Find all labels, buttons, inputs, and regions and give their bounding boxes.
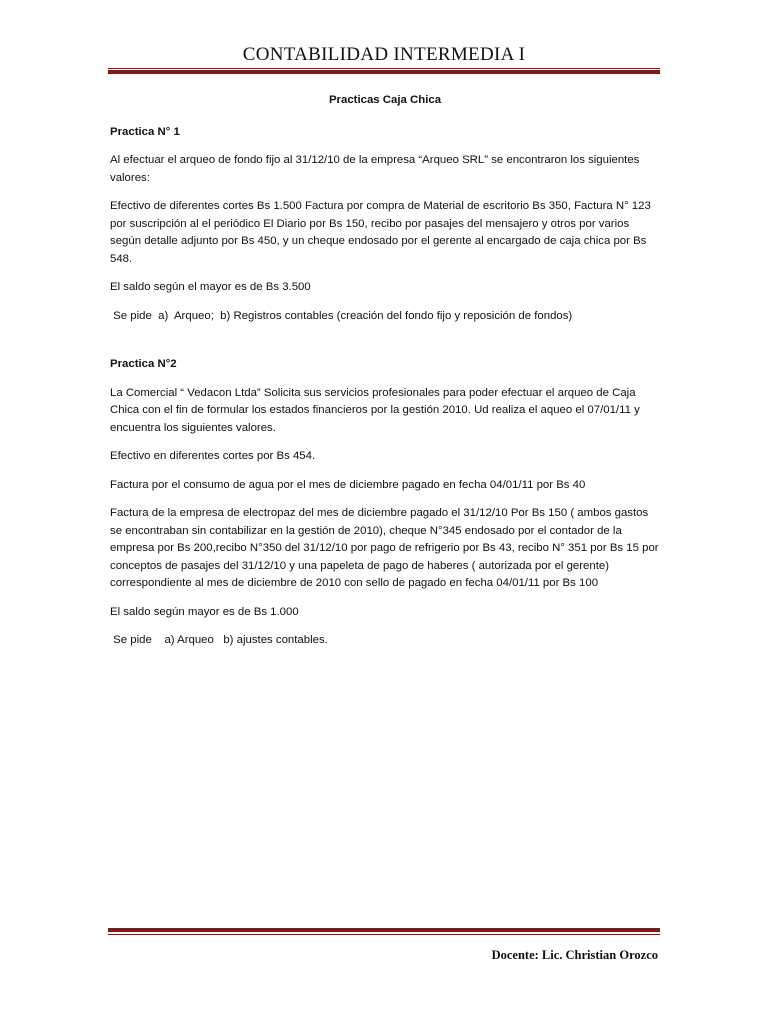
practice-1-heading: Practica N° 1 [110, 125, 180, 138]
practice-1-intro: Al efectuar el arqueo de fondo fijo al 31/12/10 de la empresa “Arqueo SRL” se encontraron los siguientes valores: [110, 154, 640, 184]
practice-2-water-invoice: Factura por el consumo de agua por el mes de diciembre pagado en fecha 04/01/11 por Bs 40 [110, 478, 586, 491]
practice-2-request: Se pide a) Arqueo b) ajustes contables. [110, 634, 328, 646]
practice-1-request: Se pide a) Arqueo; b) Registros contables (creación del fondo fijo y reposición de fondos) [110, 309, 573, 322]
practice-2-section [110, 356, 660, 650]
header-title: CONTABILIDAD INTERMEDIA I [242, 44, 526, 65]
document-subtitle: Practicas Caja Chica [328, 94, 442, 106]
footer-rule-thin [108, 934, 660, 935]
section-spacer [110, 336, 660, 356]
header-rule-thick [108, 70, 660, 74]
teacher-name: Docente: Lic. Christian Orozco [491, 948, 658, 962]
practice-2-intro: La Comercial “ Vedacon Ltda” Solicita sus servicios profesionales para poder efectuar el arqueo de Caja Chica con el fin de formular los estados financieros por la gestión 2010. Ud realiza el aqueo el 07/01/11 y encuentra los siguientes valores. [110, 386, 640, 434]
practice-2-balance: El saldo según mayor es de Bs 1.000 [110, 605, 299, 618]
practice-2-cash: Efectivo en diferentes cortes por Bs 454. [110, 450, 316, 462]
footer-rule-thick [108, 928, 660, 932]
document-body [110, 92, 660, 661]
practice-2-heading: Practica N°2 [110, 358, 177, 370]
practice-1-section [110, 124, 660, 326]
header-rule-thin [108, 68, 660, 69]
practice-2-details: Factura de la empresa de electropaz del mes de diciembre pagado el 31/12/10 Por Bs 150 ( ambos gastos se encontraban sin contabilizar en la gestión de 2010), cheque N°345 endosado por el contador de la empresa por Bs 200,recibo N°350 del 31/12/10 por pago de refrigerio por Bs 43, recibo N° 351 por Bs 15 por conceptos de pasajes del 31/12/10 y una papeleta de pago de haberes ( autorizada por el gerente) correspondiente al mes de diciembre de 2010 con sello de pagado en fecha 04/01/11 por Bs 100 [110, 507, 659, 589]
practice-1-values: Efectivo de diferentes cortes Bs 1.500 Factura por compra de Material de escritorio Bs 350, Factura N° 123 por suscripción al el periódico El Diario por Bs 150, recibo por pasajes del mensajero y otros por varios según detalle adjunto por Bs 450, y un cheque endosado por el gerente al encargado de caja chica por Bs 548. [110, 200, 651, 265]
practice-1-balance: El saldo según el mayor es de Bs 3.500 [110, 281, 311, 293]
